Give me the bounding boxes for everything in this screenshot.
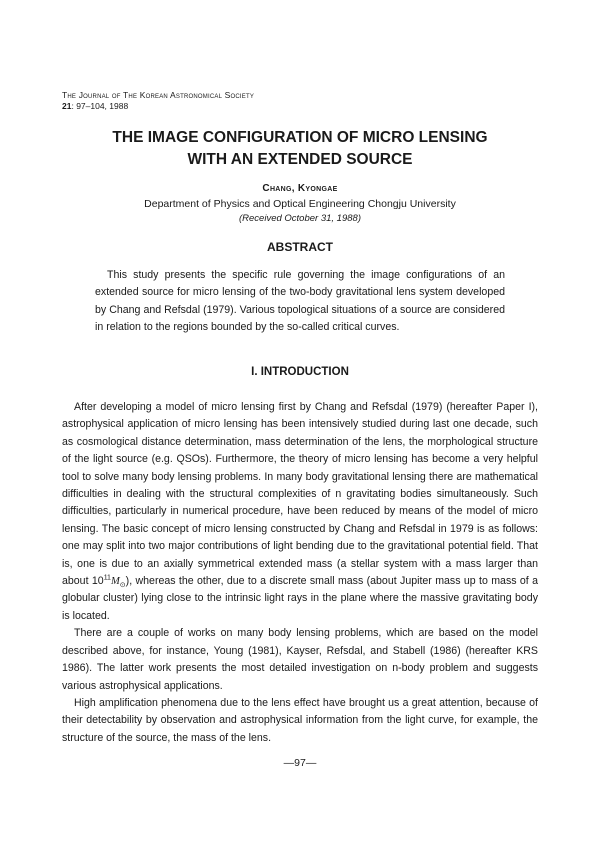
mass-exponent: 11 — [103, 574, 111, 582]
journal-header — [62, 90, 254, 112]
author-affiliation: Department of Physics and Optical Engineering Chongju University — [144, 198, 456, 210]
title-line-1: THE IMAGE CONFIGURATION OF MICRO LENSING — [112, 129, 488, 146]
paragraph-3: High amplification phenomena due to the lens effect have brought us a great attention, because of their detectability by observation and astrophysical information from the light curve, for example, the structure of the source, the mass of the lens. — [62, 696, 538, 744]
mass-symbol: M — [110, 576, 120, 588]
journal-name: The Journal of The Korean Astronomical Society — [62, 90, 255, 100]
author-name: Chang, Kyongae — [262, 183, 338, 194]
paragraph-2: There are a couple of works on many body lensing problems, which are based on the model described above, for instance, Young (1981), Kayser, Refsdal, and Stabell (1986) (hereafter KRS 1986). The latter work presents the most detailed investigation on n-body problem and suggests various astrophysical applications. — [62, 627, 538, 692]
solar-symbol: ⊙ — [119, 582, 126, 590]
paragraph-1-part-a: After developing a model of micro lensing first by Chang and Refsdal (1979) (hereafter Paper I), astrophysical application of micro lensing has been intensively studied during last one decade, such as cosmological distance determination, mass determination of the lens, the morphological structure of the light source (e.g. QSOs). Furthermore, the theory of micro lensing has become a very helpful tool to solve many body lensing problems. In many body gravitational lensing there are mathematical difficulties in dealing with the structural complexities of n gravitating bodies simultaneously. Such difficulties, particularly in numerical procedure, have been reduced by means of the model of micro lensing. The basic concept of micro lensing constructed by Chang and Refsdal in 1979 is as follows: one may split into two major contributions of light bending due to the gravitational potential field. That is, one is due to an axially symmetrical extended mass (a stellar system with a mass larger than about — [62, 401, 538, 588]
page-range: : 97–104, 1988 — [71, 101, 129, 111]
received-date: (Received October 31, 1988) — [239, 213, 361, 224]
introduction-body — [62, 399, 538, 747]
page-number — [0, 757, 600, 769]
title-line-2: WITH AN EXTENDED SOURCE — [187, 151, 413, 168]
section-heading-introduction: I. INTRODUCTION — [251, 366, 349, 378]
page-number-value: 97 — [294, 757, 306, 769]
abstract-heading: ABSTRACT — [267, 240, 333, 254]
paragraph-1-part-b: ), whereas the other, due to a discrete small mass (about Jupiter mass up to mass of a globular cluster) lying close to the intrinsic light rays in the plane where the massive gravitating body is located. — [62, 575, 538, 622]
paper-title — [60, 127, 540, 171]
paragraph-1 — [62, 399, 538, 625]
mass-base: 10 — [91, 575, 104, 588]
volume-line — [62, 101, 254, 112]
volume-number: 21 — [62, 101, 72, 111]
mass-value — [91, 574, 126, 590]
abstract-body: This study presents the specific rule governing the image configurations of an extended source for micro lensing of the two-body gravitational lens system developed by Chang and Refsdal (1979). Various topological situations of a source are considered in relation to the regions bounded by the so-called critical curves. — [95, 269, 505, 334]
